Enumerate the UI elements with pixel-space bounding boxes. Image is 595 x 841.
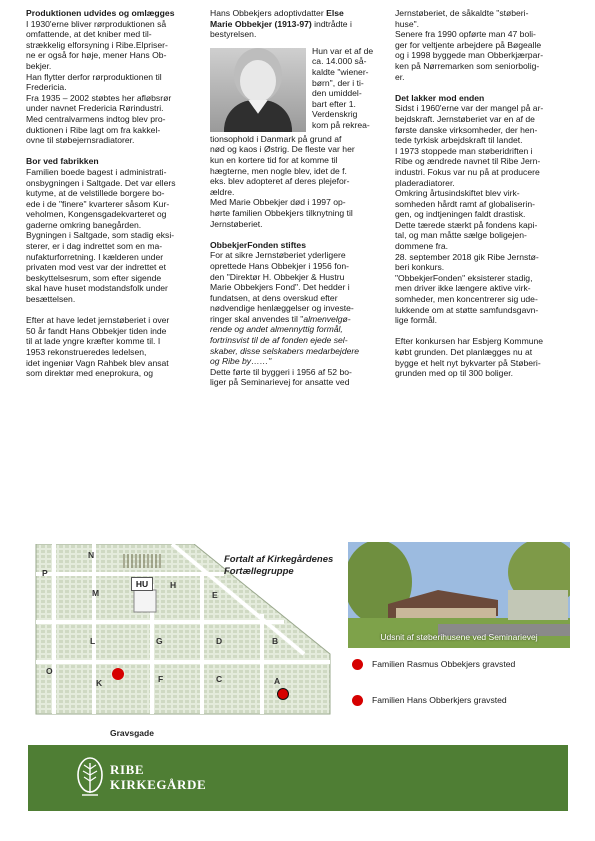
person-name: Else Marie Obbekjer (1913-97) bbox=[210, 8, 344, 29]
legend-label: Familien Hans Obberkjers gravsted bbox=[372, 695, 507, 705]
section-label-k: K bbox=[96, 678, 103, 688]
quote-text: almenvelgø- rende og andet almennyttig formål, fortrinsvist til de af fonden ejede sel- skaber, disse selskabers medarbejdere og Ribe by……" bbox=[210, 313, 360, 367]
article-column-3 bbox=[395, 8, 575, 379]
footer-banner bbox=[28, 745, 568, 811]
section-label-p: P bbox=[42, 568, 48, 578]
houses-photo bbox=[348, 542, 570, 648]
body-paragraph: Efter konkursen har Esbjerg Kommune købt grunden. Det planlægges nu at bygge et helt nyt bykvarter på Støberi- grunden med op til 300 boliger. bbox=[395, 336, 544, 379]
body-paragraph: Efter at have ledet jernstøberiet i over 50 år fandt Hans Obbekjer tiden inde til at lade yngre kræfter komme til. I 1953 rekonstrueredes ledelsen, idet ingeniør Vagn Rahbek blev ansat som direktør med eneprokura, og bbox=[26, 315, 170, 379]
section-label-f: F bbox=[158, 674, 164, 684]
article-column-1 bbox=[26, 8, 206, 379]
section-label-h: H bbox=[170, 580, 177, 590]
section-label-a: A bbox=[274, 676, 281, 686]
section-heading: Det lakker mod enden bbox=[395, 92, 485, 103]
section-heading: Produktionen udvides og omlægges bbox=[26, 8, 175, 18]
tree-logo-icon bbox=[74, 755, 106, 799]
section-label-c: C bbox=[216, 674, 223, 684]
portrait-photo bbox=[210, 48, 306, 132]
section-heading: ObbekjerFonden stiftes bbox=[210, 239, 306, 250]
cemetery-map bbox=[34, 544, 334, 716]
body-paragraph: I 1930'erne bliver rørproduktionen så omfattende, at det kniber med til- strækkelig elforsyning i Ribe.Elpriser- ne er også for høje, mener Hans Ob- bekjer. Han flytter derfor rørproduktionen til Fredericia. Fra 1935 – 2002 støbtes her afløbsrør under navnet Fredericia Rørindustri. Med centralvarmens indtog blev pro- duktionen i Ribe lagt om fra kakkel- ovne til støbejernsradiatorer. bbox=[26, 18, 172, 146]
body-paragraph: Hun var et af de ca. 14.000 så- kaldte "wiener- børn", der i ti- den umiddel- bart efter 1. Verdenskrig kom på rekrea- bbox=[312, 45, 374, 130]
red-dot-icon bbox=[352, 695, 363, 706]
brand-line-2: KIRKEGÅRDE bbox=[110, 777, 207, 792]
map-caption: Fortalt af Kirkegårdenes Fortællegruppe bbox=[224, 554, 334, 577]
section-label-m: M bbox=[92, 588, 100, 598]
section-label-o: O bbox=[46, 666, 53, 676]
red-dot-icon bbox=[352, 659, 363, 670]
brand-line-1: RIBE bbox=[110, 762, 145, 777]
section-heading: Bor ved fabrikken bbox=[26, 156, 99, 167]
section-label-g: G bbox=[156, 636, 163, 646]
grave-marker-hans bbox=[277, 688, 289, 700]
body-paragraph: Familien boede bagest i administrati- onsbygningen i Saltgade. Det var ellers kutyme, at de velstillede borgere bo- ede i de "finere" kvarterer såsom Kur- veholmen, Kongensgadekvarteret og gaderne omkring banegården. Bygningen i Saltgade, som stadig eksi- sterer, er i dag indrettet som en ma- nufakturforretning. I kælderen under privaten mod vest var der indrettet et beskyttelsesrum, som efter sigende skal have huset modstandsfolk under besættelsen. bbox=[26, 166, 176, 305]
body-paragraph: tionsophold i Danmark på grund af nød og kaos i Østrig. De fleste var her kun en kortere tid for at komme til hægterne, men nogle blev, idet de f. eks. blev adopteret af deres plejefor- ældre. Med Marie Obbekjer død i 1997 op- hørte familien Obbekjers tilknytning til Jernstøberiet. bbox=[210, 133, 355, 229]
section-label-e: E bbox=[212, 590, 218, 600]
grave-marker-rasmus bbox=[112, 668, 124, 680]
photo-caption: Udsnit af støberihusene ved Seminarievej bbox=[380, 632, 538, 642]
section-label-d: D bbox=[216, 636, 223, 646]
brand-name bbox=[110, 762, 206, 792]
text-run: For at sikre Jernstøberiet yderligere oprettede Hans Obbekjer i 1956 fon- den "Direktør H. Obbekjer & Hustru Marie Obbekjers Fond". Det hedder i fundatsen, at dens overskud efter nødvendige henlæggelser og investe- ringer skal anvendes til " bbox=[210, 250, 354, 324]
section-label-hu: HU bbox=[131, 577, 153, 591]
legend-item bbox=[352, 695, 507, 706]
section-label-b: B bbox=[272, 636, 279, 646]
text-run: indtrådte i bestyrelsen. bbox=[210, 18, 352, 40]
legend-item bbox=[352, 659, 515, 670]
body-paragraph bbox=[210, 8, 388, 40]
body-paragraph: Jernstøberiet, de såkaldte "støberi- huse". Senere fra 1990 opførte man 47 boli- ger for veltjente arbejdere på Bøgealle og i 1998 byggede man Obberkjærpar- ken på Nørremarken som seniorbolig- er. bbox=[395, 8, 544, 82]
body-paragraph bbox=[210, 250, 388, 367]
article-column-2 bbox=[210, 8, 388, 388]
section-label-n: N bbox=[88, 550, 95, 560]
street-label: Gravsgade bbox=[110, 728, 154, 738]
legend-label: Familien Rasmus Obbekjers gravsted bbox=[372, 659, 516, 669]
text-run: Hans Obbekjers adoptivdatter bbox=[210, 8, 327, 18]
body-paragraph: Dette førte til byggeri i 1956 af 52 bo- liger på Seminarievej for ansatte ved bbox=[210, 366, 352, 388]
section-label-l: L bbox=[90, 636, 96, 646]
body-paragraph: Sidst i 1960'erne var der mangel på ar- bejdskraft. Jernstøberiet var en af de første danske virksomheder, der hen- tede tyrkisk arbejdskraft til landet. I 1973 stoppede man støberidriften i Ribe og ændrede navnet til Ribe Jern- industri. Fokus var nu på at producere pladeradiatorer. Omkring årtusindskiftet blev virk- somheden hårdt ramt af globaliserin- gen, og indtjeningen faldt drastisk. Dette tærede stærkt på fondens kapi- tal, og man måtte sælge boligejen- dommene fra. 28. september 2018 gik Ribe Jernstø- beri konkurs. "ObbekjerFonden" eksisterer stadig, men driver ikke længere aktive virk- somheder, men koncentrerer sig ude- lukkende om at støtte samfundsgavn- lige formål. bbox=[395, 103, 544, 326]
